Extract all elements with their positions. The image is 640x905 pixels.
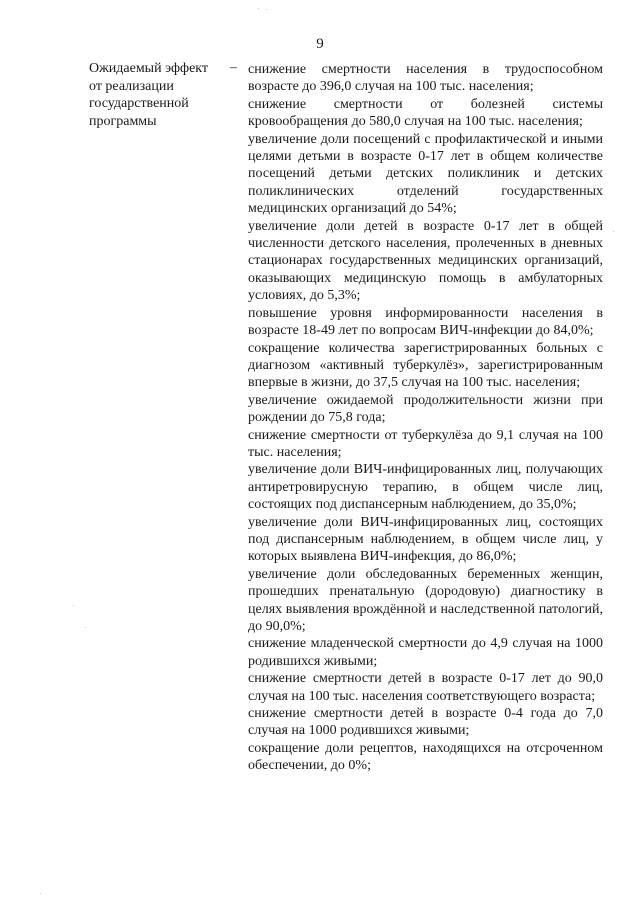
- list-item: увеличение ожидаемой продолжительности жизни при рождении до 75,8 года;: [248, 392, 603, 426]
- page-number: 9: [316, 36, 324, 52]
- list-item: сокращение количества зарегистрированных больных с диагнозом «активный туберкулёз», зарегистрированным впервые в жизни, до 37,5 случая на 100 тыс. населения;: [248, 340, 603, 391]
- section-label: Ожидаемый эффект от реализации государственной программы: [89, 61, 209, 129]
- list-item: снижение смертности детей в возрасте 0-4 года до 7,0 случая на 1000 родившихся живыми;: [248, 706, 603, 739]
- scan-speck: [85, 627, 86, 628]
- scan-speck: [40, 893, 41, 894]
- list-item: снижение смертности населения в трудоспособном возрасте до 396,0 случая на 100 тыс. населения;: [248, 62, 603, 95]
- list-item: увеличение доли детей в возрасте 0-17 лет в общей численности детского населения, пролеченных в дневных стационарах государственных медицинских организаций, оказывающих медицинскую помощь в амбулаторных условиях, до 5,3%;: [248, 218, 603, 304]
- list-item: снижение смертности от болезней системы кровообращения до 580,0 случая на 100 тыс. населения;: [248, 96, 603, 130]
- scan-speck: [73, 605, 74, 606]
- list-item: увеличение доли посещений с профилактической и иными целями детьми в возрасте 0-17 лет в общем количестве посещений детьми детских поликлиник и детских поликлинических отделений государственных медицинских организаций до 54%;: [248, 131, 603, 217]
- expected-effects-list: [248, 61, 603, 775]
- scan-speck: [613, 231, 614, 232]
- scan-speck: [266, 9, 267, 10]
- list-item: увеличение доли ВИЧ-инфицированных лиц, получающих антиретровирусную терапию, в общем числе лиц, состоящих под диспансерным наблюдением, до 35,0%;: [248, 462, 603, 513]
- list-item: увеличение доли обследованных беременных женщин, прошедших пренатальную (дородовую) диагностику в целях выявления врождённой и наследственной патологий, до 90,0%;: [248, 566, 603, 634]
- list-item: снижение младенческой смертности до 4,9 случая на 1000 родившихся живыми;: [248, 636, 603, 669]
- list-item: снижение смертности детей в возрасте 0-17 лет до 90,0 случая на 100 тыс. населения соответствующего возраста;: [248, 671, 603, 704]
- list-item: увеличение доли ВИЧ-инфицированных лиц, состоящих под диспансерным наблюдением, в общем числе лиц, у которых выявлена ВИЧ-инфекция, до 86,0%;: [248, 514, 603, 565]
- list-item: снижение смертности от туберкулёза до 9,1 случая на 100 тыс. населения;: [248, 427, 603, 460]
- list-item: повышение уровня информированности населения в возрасте 18-49 лет по вопросам ВИЧ-инфекции до 84,0%;: [248, 305, 603, 339]
- list-item: сокращение доли рецептов, находящихся на отсроченном обеспечении, до 0%;: [248, 740, 603, 774]
- scan-speck: [258, 8, 259, 9]
- label-dash: –: [230, 60, 237, 75]
